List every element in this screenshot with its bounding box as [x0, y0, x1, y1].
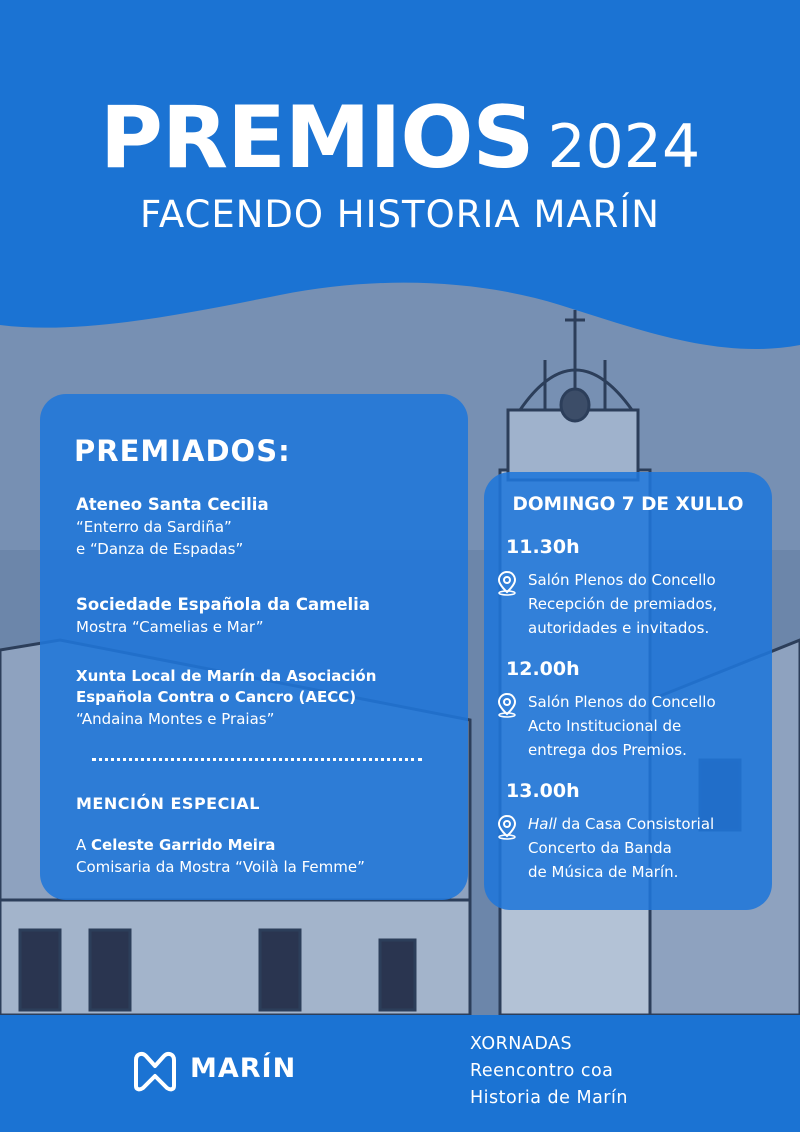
slot-place — [528, 812, 714, 836]
award-name: Xunta Local de Marín da Asociación — [76, 667, 377, 685]
award-desc: “Andaina Montes e Praias” — [76, 710, 275, 728]
award-name: Sociedade Española da Camelia — [76, 595, 370, 614]
dotted-divider — [92, 758, 422, 761]
title-line — [0, 88, 800, 188]
special-desc: Comisaria da Mostra “Voilà la Femme” — [76, 858, 365, 876]
location-pin-icon — [496, 814, 518, 840]
award-item — [76, 666, 456, 730]
slot-place: Salón Plenos do Concello — [528, 571, 716, 589]
slot-details — [528, 690, 716, 762]
special-mention-heading: MENCIÓN ESPECIAL — [76, 794, 260, 813]
slot-place-emphasis: Hall — [528, 815, 557, 833]
logo-text: MARÍN — [190, 1053, 297, 1084]
slot-place-rest: da Casa Consistorial — [556, 815, 715, 833]
slot-time: 11.30h — [506, 536, 580, 558]
award-name: Ateneo Santa Cecilia — [76, 495, 269, 514]
special-mention — [76, 834, 365, 878]
award-desc: Mostra “Camelias e Mar” — [76, 618, 264, 636]
title-year: 2024 — [547, 112, 701, 182]
slot-line: Concerto da Banda — [528, 839, 672, 857]
slot-line: Recepción de premiados, — [528, 595, 718, 613]
special-prefix: A — [76, 836, 92, 854]
slot-time: 13.00h — [506, 780, 580, 802]
marin-logo-icon — [130, 1048, 180, 1092]
schedule-date: DOMINGO 7 DE XULLO — [512, 494, 744, 515]
slot-line: Acto Institucional de — [528, 717, 682, 735]
slot-line: autoridades e invitados. — [528, 619, 710, 637]
slot-details — [528, 812, 714, 884]
location-pin-icon — [496, 692, 518, 718]
page-subtitle: FACENDO HISTORIA MARÍN — [140, 193, 660, 236]
page-title: PREMIOS — [99, 88, 534, 188]
awardees-heading: PREMIADOS: — [74, 434, 291, 468]
awardees-panel — [40, 394, 468, 900]
special-name: Celeste Garrido Meira — [91, 836, 276, 854]
event-name — [470, 1031, 628, 1112]
event-line: Reencontro coa — [470, 1061, 614, 1081]
award-name: Española Contra o Cancro (AECC) — [76, 688, 357, 706]
event-line: XORNADAS — [470, 1034, 573, 1054]
slot-time: 12.00h — [506, 658, 580, 680]
slot-place: Salón Plenos do Concello — [528, 693, 716, 711]
schedule-panel — [484, 472, 772, 910]
award-desc: “Enterro da Sardiña” — [76, 518, 232, 536]
footer — [0, 1015, 800, 1132]
slot-line: de Música de Marín. — [528, 863, 679, 881]
location-pin-icon — [496, 570, 518, 596]
award-item — [76, 494, 456, 560]
slot-details — [528, 568, 717, 640]
award-desc: e “Danza de Espadas” — [76, 540, 244, 558]
slot-line: entrega dos Premios. — [528, 741, 687, 759]
event-line: Historia de Marín — [470, 1088, 628, 1108]
award-item — [76, 594, 456, 638]
